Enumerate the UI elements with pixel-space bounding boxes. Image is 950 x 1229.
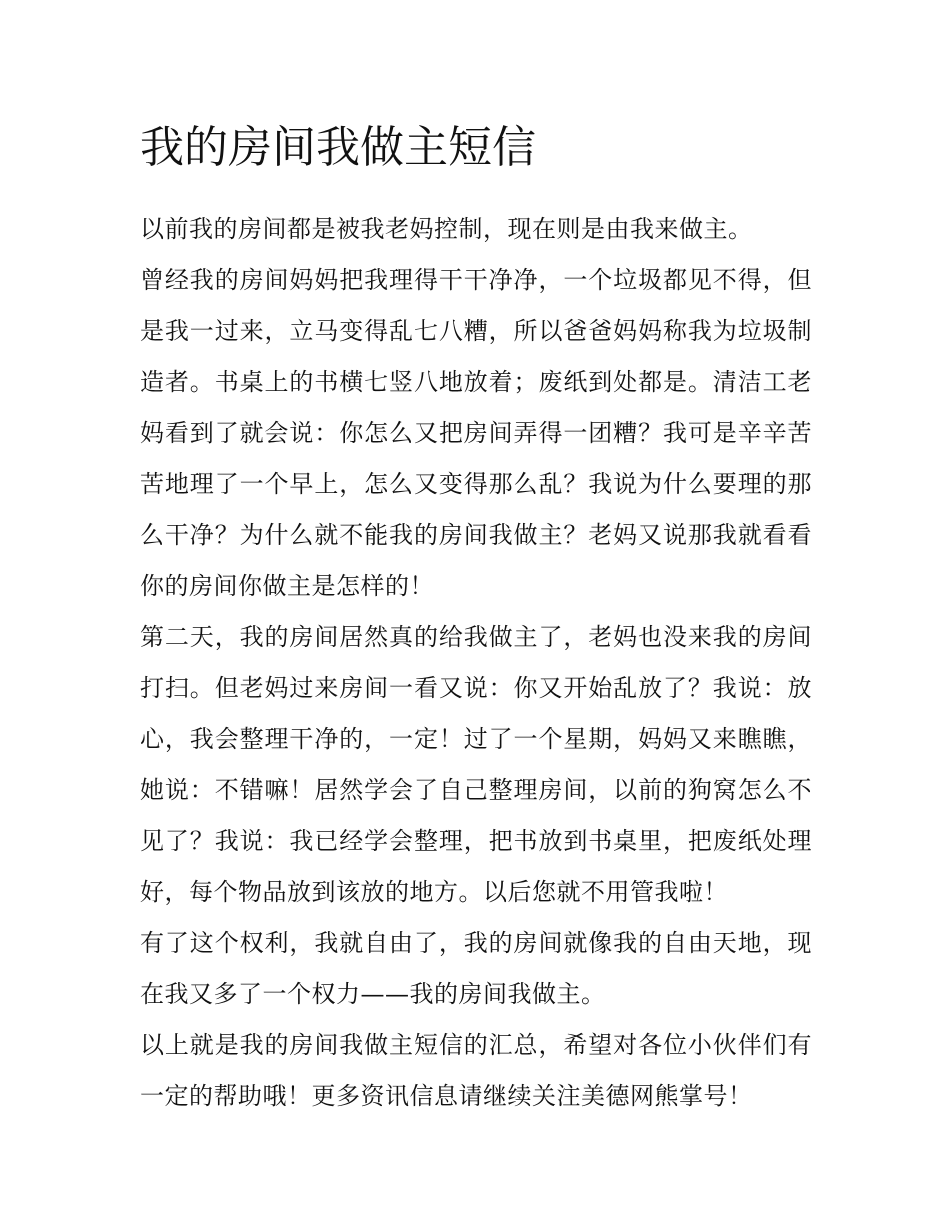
paragraph-4: 有了这个权利，我就自由了，我的房间就像我的自由天地，现在我又多了一个权力——我的房间我做主。 <box>140 929 812 1008</box>
paragraph-1: 以前我的房间都是被我老妈控制，现在则是由我来做主。 <box>140 215 753 243</box>
paragraph-5: 以上就是我的房间我做主短信的汇总，希望对各位小伙伴们有一定的帮助哦！更多资讯信息请继续关注美德网熊掌号！ <box>140 1031 812 1110</box>
paragraph-3: 第二天，我的房间居然真的给我做主了，老妈也没来我的房间打扫。但老妈过来房间一看又说：你又开始乱放了？我说：放心，我会整理干净的，一定！过了一个星期，妈妈又来瞧瞧，她说：不错嘛！居然学会了自己整理房间，以前的狗窝怎么不见了？我说：我已经学会整理，把书放到书桌里，把废纸处理好，每个物品放到该放的地方。以后您就不用管我啦！ <box>140 623 812 906</box>
paragraph-2: 曾经我的房间妈妈把我理得干干净净，一个垃圾都见不得，但是我一过来，立马变得乱七八糟，所以爸爸妈妈称我为垃圾制造者。书桌上的书横七竖八地放着；废纸到处都是。清洁工老妈看到了就会说：你怎么又把房间弄得一团糟？我可是辛辛苦苦地理了一个早上，怎么又变得那么乱？我说为什么要理的那么干净？为什么就不能我的房间我做主？老妈又说那我就看看你的房间你做主是怎样的！ <box>140 266 812 600</box>
document-page <box>140 118 812 1122</box>
document-title: 我的房间我做主短信 <box>140 122 536 173</box>
